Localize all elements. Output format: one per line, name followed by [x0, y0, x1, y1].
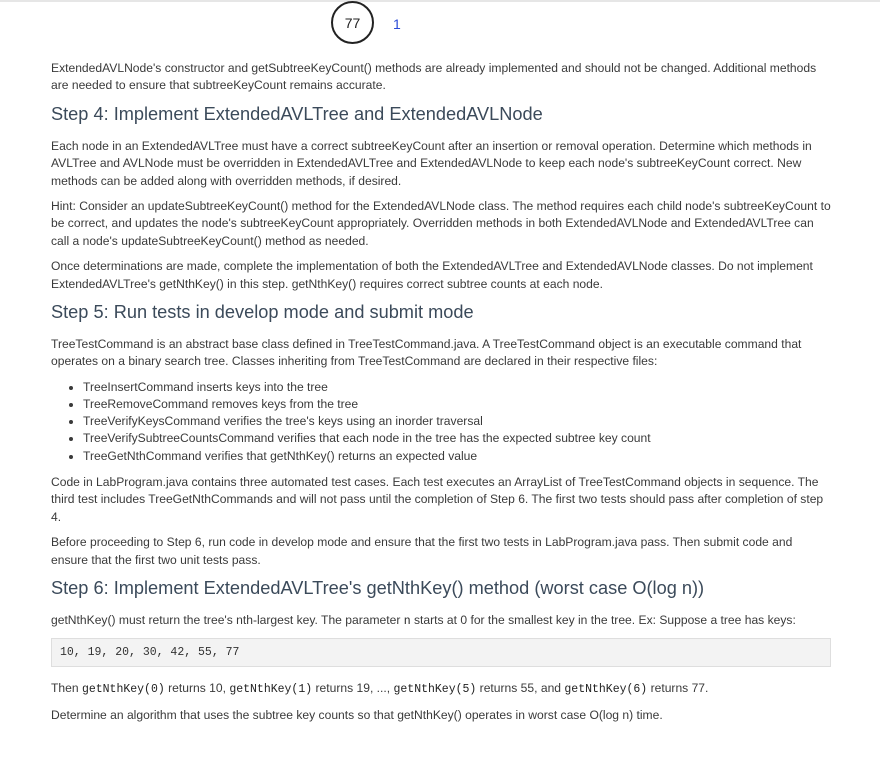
text-segment: returns 10,	[164, 681, 230, 696]
inline-code: getNthKey(1)	[229, 683, 313, 697]
top-divider	[0, 0, 880, 2]
step6-paragraph-2	[51, 680, 831, 698]
test-command-list	[51, 379, 831, 465]
step6-paragraph-1	[51, 612, 831, 630]
step5-paragraph-2: Code in LabProgram.java contains three automated test cases. Each test executes an ArrayList of TreeTestCommand objects in sequence. The third test includes TreeGetNthCommands and will not pass until the completion of Step 6. The first two tests should pass after completion of step 4.	[51, 474, 824, 524]
step6-heading: Step 6: Implement ExtendedAVLTree's getNthKey() method (worst case O(log n))	[51, 577, 705, 598]
list-item: • TreeGetNthCommand verifies that getNthKey() returns an expected value	[83, 448, 831, 465]
inline-code: getNthKey(5)	[393, 683, 477, 697]
text-segment: getNthKey() must return the tree's nth-largest key. The parameter	[51, 612, 404, 627]
text-segment: returns 55, and	[476, 681, 565, 696]
tree-node-circle: 77	[331, 1, 374, 44]
step5-paragraph-1: TreeTestCommand is an abstract base class defined in TreeTestCommand.java. A TreeTestCommand object is an executable command that operates on a binary search tree. Classes inheriting from TreeTestCommand are declared in their respective files:	[51, 337, 802, 369]
text-segment: Then	[51, 681, 82, 696]
step4-hint-paragraph: Hint: Consider an updateSubtreeKeyCount() method for the ExtendedAVLNode class. The method requires each child node's subtreeKeyCount to be correct, and updates the node's subtreeKeyCount appropriately. Overridden methods in both ExtendedAVLNode and ExtendedAVLTree can call a node's updateSubtreeKeyCount() method as needed.	[51, 199, 831, 248]
step4-heading: Step 4: Implement ExtendedAVLTree and ExtendedAVLNode	[51, 103, 543, 124]
lab-instructions	[51, 60, 831, 732]
tree-node-subtree-count: 1	[393, 16, 401, 32]
inline-code: getNthKey(0)	[81, 683, 165, 697]
step5-paragraph-3: Before proceeding to Step 6, run code in develop mode and ensure that the first two tests in LabProgram.java pass. Then submit code and ensure that the first two unit tests pass.	[51, 535, 793, 567]
text-segment: starts at 0 for the smallest key in the tree. Ex: Suppose a tree has keys:	[410, 612, 796, 627]
step5-heading: Step 5: Run tests in develop mode and submit mode	[51, 302, 474, 323]
intro-paragraph: ExtendedAVLNode's constructor and getSubtreeKeyCount() methods are already implemented and should not be changed. Additional methods are needed to ensure that subtreeKeyCount remains accurate.	[51, 61, 817, 93]
step4-paragraph-3: Once determinations are made, complete the implementation of both the ExtendedAVLTree and ExtendedAVLNode classes. Do not implement ExtendedAVLTree's getNthKey() in this step. getNthKey() requires correct subtree counts at each node.	[51, 259, 813, 291]
inline-code: n	[403, 614, 411, 628]
text-segment: returns 77.	[647, 681, 709, 696]
list-item: • TreeVerifySubtreeCountsCommand verifies that each node in the tree has the expected subtree key count	[83, 430, 831, 447]
text-segment: returns 19, ...,	[312, 681, 394, 696]
step6-paragraph-3: Determine an algorithm that uses the subtree key counts so that getNthKey() operates in worst case O(log n) time.	[51, 707, 663, 722]
step4-paragraph-1: Each node in an ExtendedAVLTree must have a correct subtreeKeyCount after an insertion or removal operation. Determine which methods in AVLTree and AVLNode must be overridden in ExtendedAVLTree and ExtendedAVLNode to keep each node's subtreeKeyCount correct. New methods can be added along with overridden methods, if desired.	[51, 138, 812, 188]
list-item: • TreeRemoveCommand removes keys from the tree	[83, 396, 831, 413]
keys-code-block: 10, 19, 20, 30, 42, 55, 77	[51, 638, 831, 667]
inline-code: getNthKey(6)	[564, 683, 648, 697]
list-item: • TreeVerifyKeysCommand verifies the tree's keys using an inorder traversal	[83, 413, 831, 430]
tree-diagram	[331, 1, 431, 49]
list-item: • TreeInsertCommand inserts keys into the tree	[83, 379, 831, 396]
